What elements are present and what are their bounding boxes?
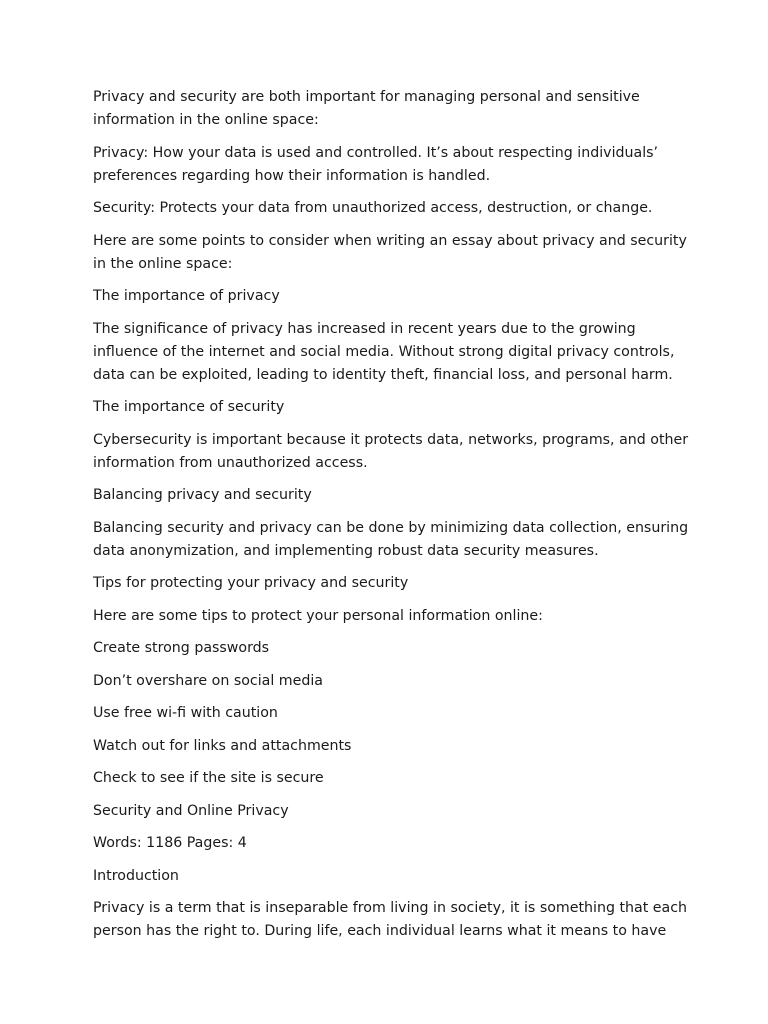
essay-word-count: Words: 1186 Pages: 4	[93, 835, 247, 851]
cybersecurity-paragraph: Cybersecurity is important because it protects data, networks, programs, and other information from unauthorized access.	[93, 431, 689, 471]
heading-importance-of-security: The importance of security	[93, 399, 285, 415]
tip-item: Use free wi-fi with caution	[93, 705, 278, 721]
balancing-paragraph: Balancing security and privacy can be done by minimizing data collection, ensuring data anonymization, and implementing robust data security measures.	[93, 519, 689, 559]
tip-item: Watch out for links and attachments	[93, 737, 352, 754]
security-definition-paragraph: Security: Protects your data from unauthorized access, destruction, or change.	[93, 200, 653, 216]
privacy-significance-paragraph: The significance of privacy has increased in recent years due to the growing influence of the internet and social media. Without strong digital privacy controls, data can be exploited, leading to identity theft, financial loss, and personal harm.	[93, 320, 675, 383]
intro-paragraph: Privacy and security are both important for managing personal and sensitive information in the online space:	[93, 89, 640, 128]
essay-title: Security and Online Privacy	[93, 802, 289, 819]
tip-item: Check to see if the site is secure	[93, 770, 324, 786]
introduction-paragraph: Privacy is a term that is inseparable from living in society, it is something that each person has the right to. During life, each individual learns what it means to have	[93, 900, 687, 939]
heading-introduction: Introduction	[93, 867, 179, 884]
privacy-definition-paragraph: Privacy: How your data is used and controlled. It’s about respecting individuals’ preferences regarding how their information is handled.	[93, 144, 659, 184]
tip-item: Create strong passwords	[93, 640, 270, 656]
essay-points-paragraph: Here are some points to consider when writing an essay about privacy and security in the online space:	[93, 232, 687, 272]
tips-intro-paragraph: Here are some tips to protect your personal information online:	[93, 607, 543, 624]
tip-item: Don’t overshare on social media	[93, 672, 323, 689]
document-body	[93, 86, 693, 953]
heading-tips: Tips for protecting your privacy and security	[93, 575, 409, 591]
heading-importance-of-privacy: The importance of privacy	[93, 288, 280, 304]
heading-balancing: Balancing privacy and security	[93, 487, 312, 503]
